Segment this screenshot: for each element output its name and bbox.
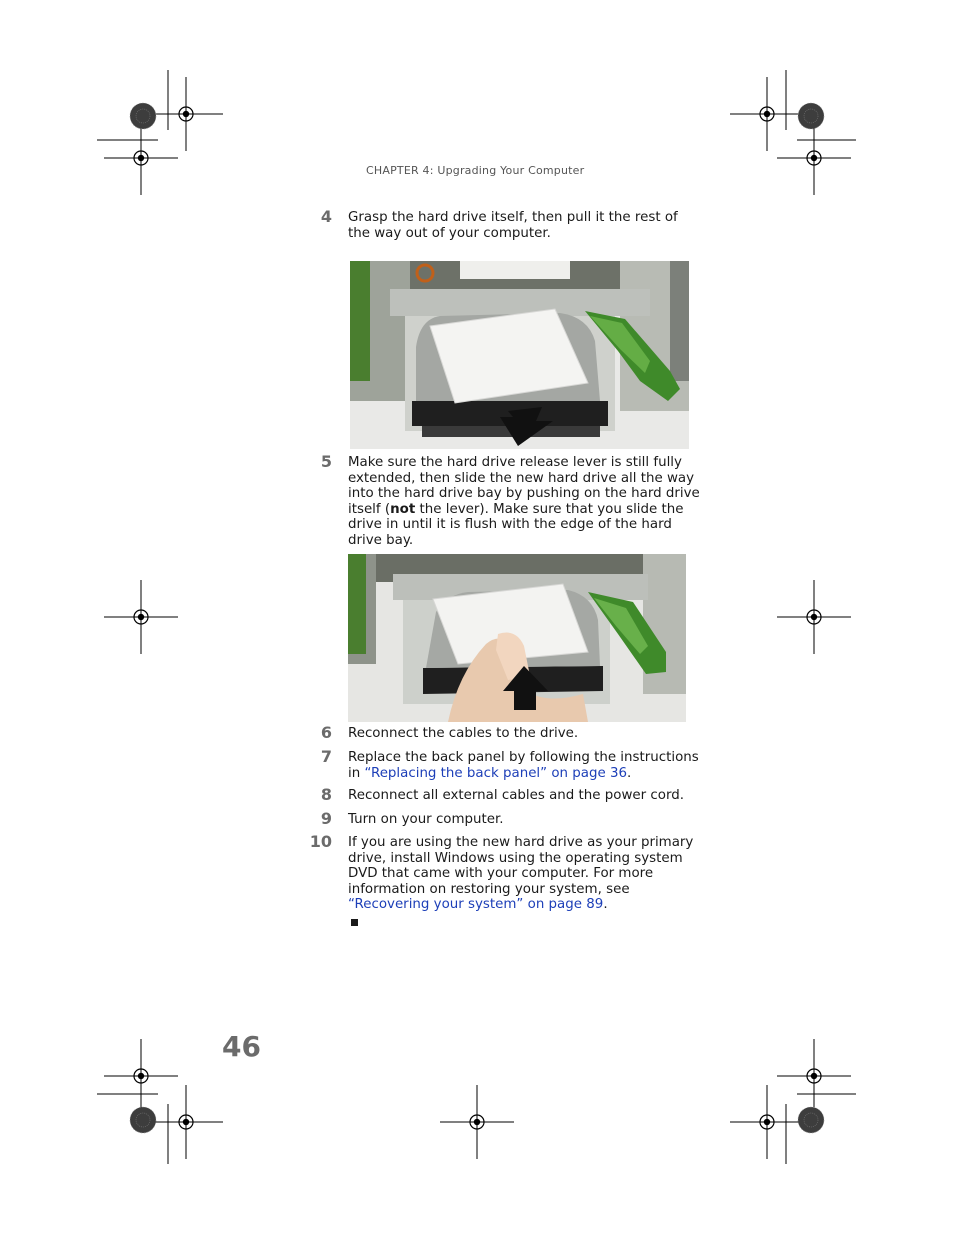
step-number-9: 9 bbox=[320, 809, 332, 828]
link-recovering-system[interactable]: “Recovering your system” on page 89 bbox=[348, 897, 604, 913]
step-text-5-part-a: Make sure the hard drive release lever is still fully extended, then slide the new hard drive all the way into the hard drive bay by pushing on the hard drive itself ( bbox=[348, 455, 700, 517]
step-text-6: Reconnect the cables to the drive. bbox=[348, 726, 579, 741]
header-separator: : bbox=[429, 164, 438, 177]
header-title: Upgrading Your Computer bbox=[437, 164, 585, 177]
step-text-10-end: . bbox=[603, 897, 608, 913]
step-text-4: Grasp the hard drive itself, then pull it the rest of the way out of your computer. bbox=[348, 210, 678, 241]
step-text-7-body: Replace the back panel by following the instructions in bbox=[348, 750, 699, 781]
header-chapter: CHAPTER 4 bbox=[366, 164, 430, 177]
page-number: 46 bbox=[222, 1030, 261, 1063]
step-text-10-body: If you are using the new hard drive as your primary drive, install Windows using the operating system DVD that came with your computer. For more information on restoring your system, see bbox=[348, 835, 694, 897]
step-number-7: 7 bbox=[320, 747, 332, 766]
step-text-5-part-b: the lever). Make sure that you slide the drive in until it is flush with the edge of the hard drive bay. bbox=[348, 501, 684, 548]
step-number-8: 8 bbox=[320, 785, 332, 804]
step-number-6: 6 bbox=[320, 723, 332, 742]
step-number-4: 4 bbox=[320, 207, 332, 226]
step-text-9: Turn on your computer. bbox=[348, 812, 504, 827]
step-number-10: 10 bbox=[309, 832, 332, 851]
step-text-8: Reconnect all external cables and the power cord. bbox=[348, 788, 685, 803]
step-number-5: 5 bbox=[320, 452, 332, 471]
step-text-7-end: . bbox=[627, 765, 632, 781]
step-text-5-bold: not bbox=[390, 501, 416, 517]
link-replacing-back-panel[interactable]: “Replacing the back panel” on page 36 bbox=[364, 765, 628, 781]
